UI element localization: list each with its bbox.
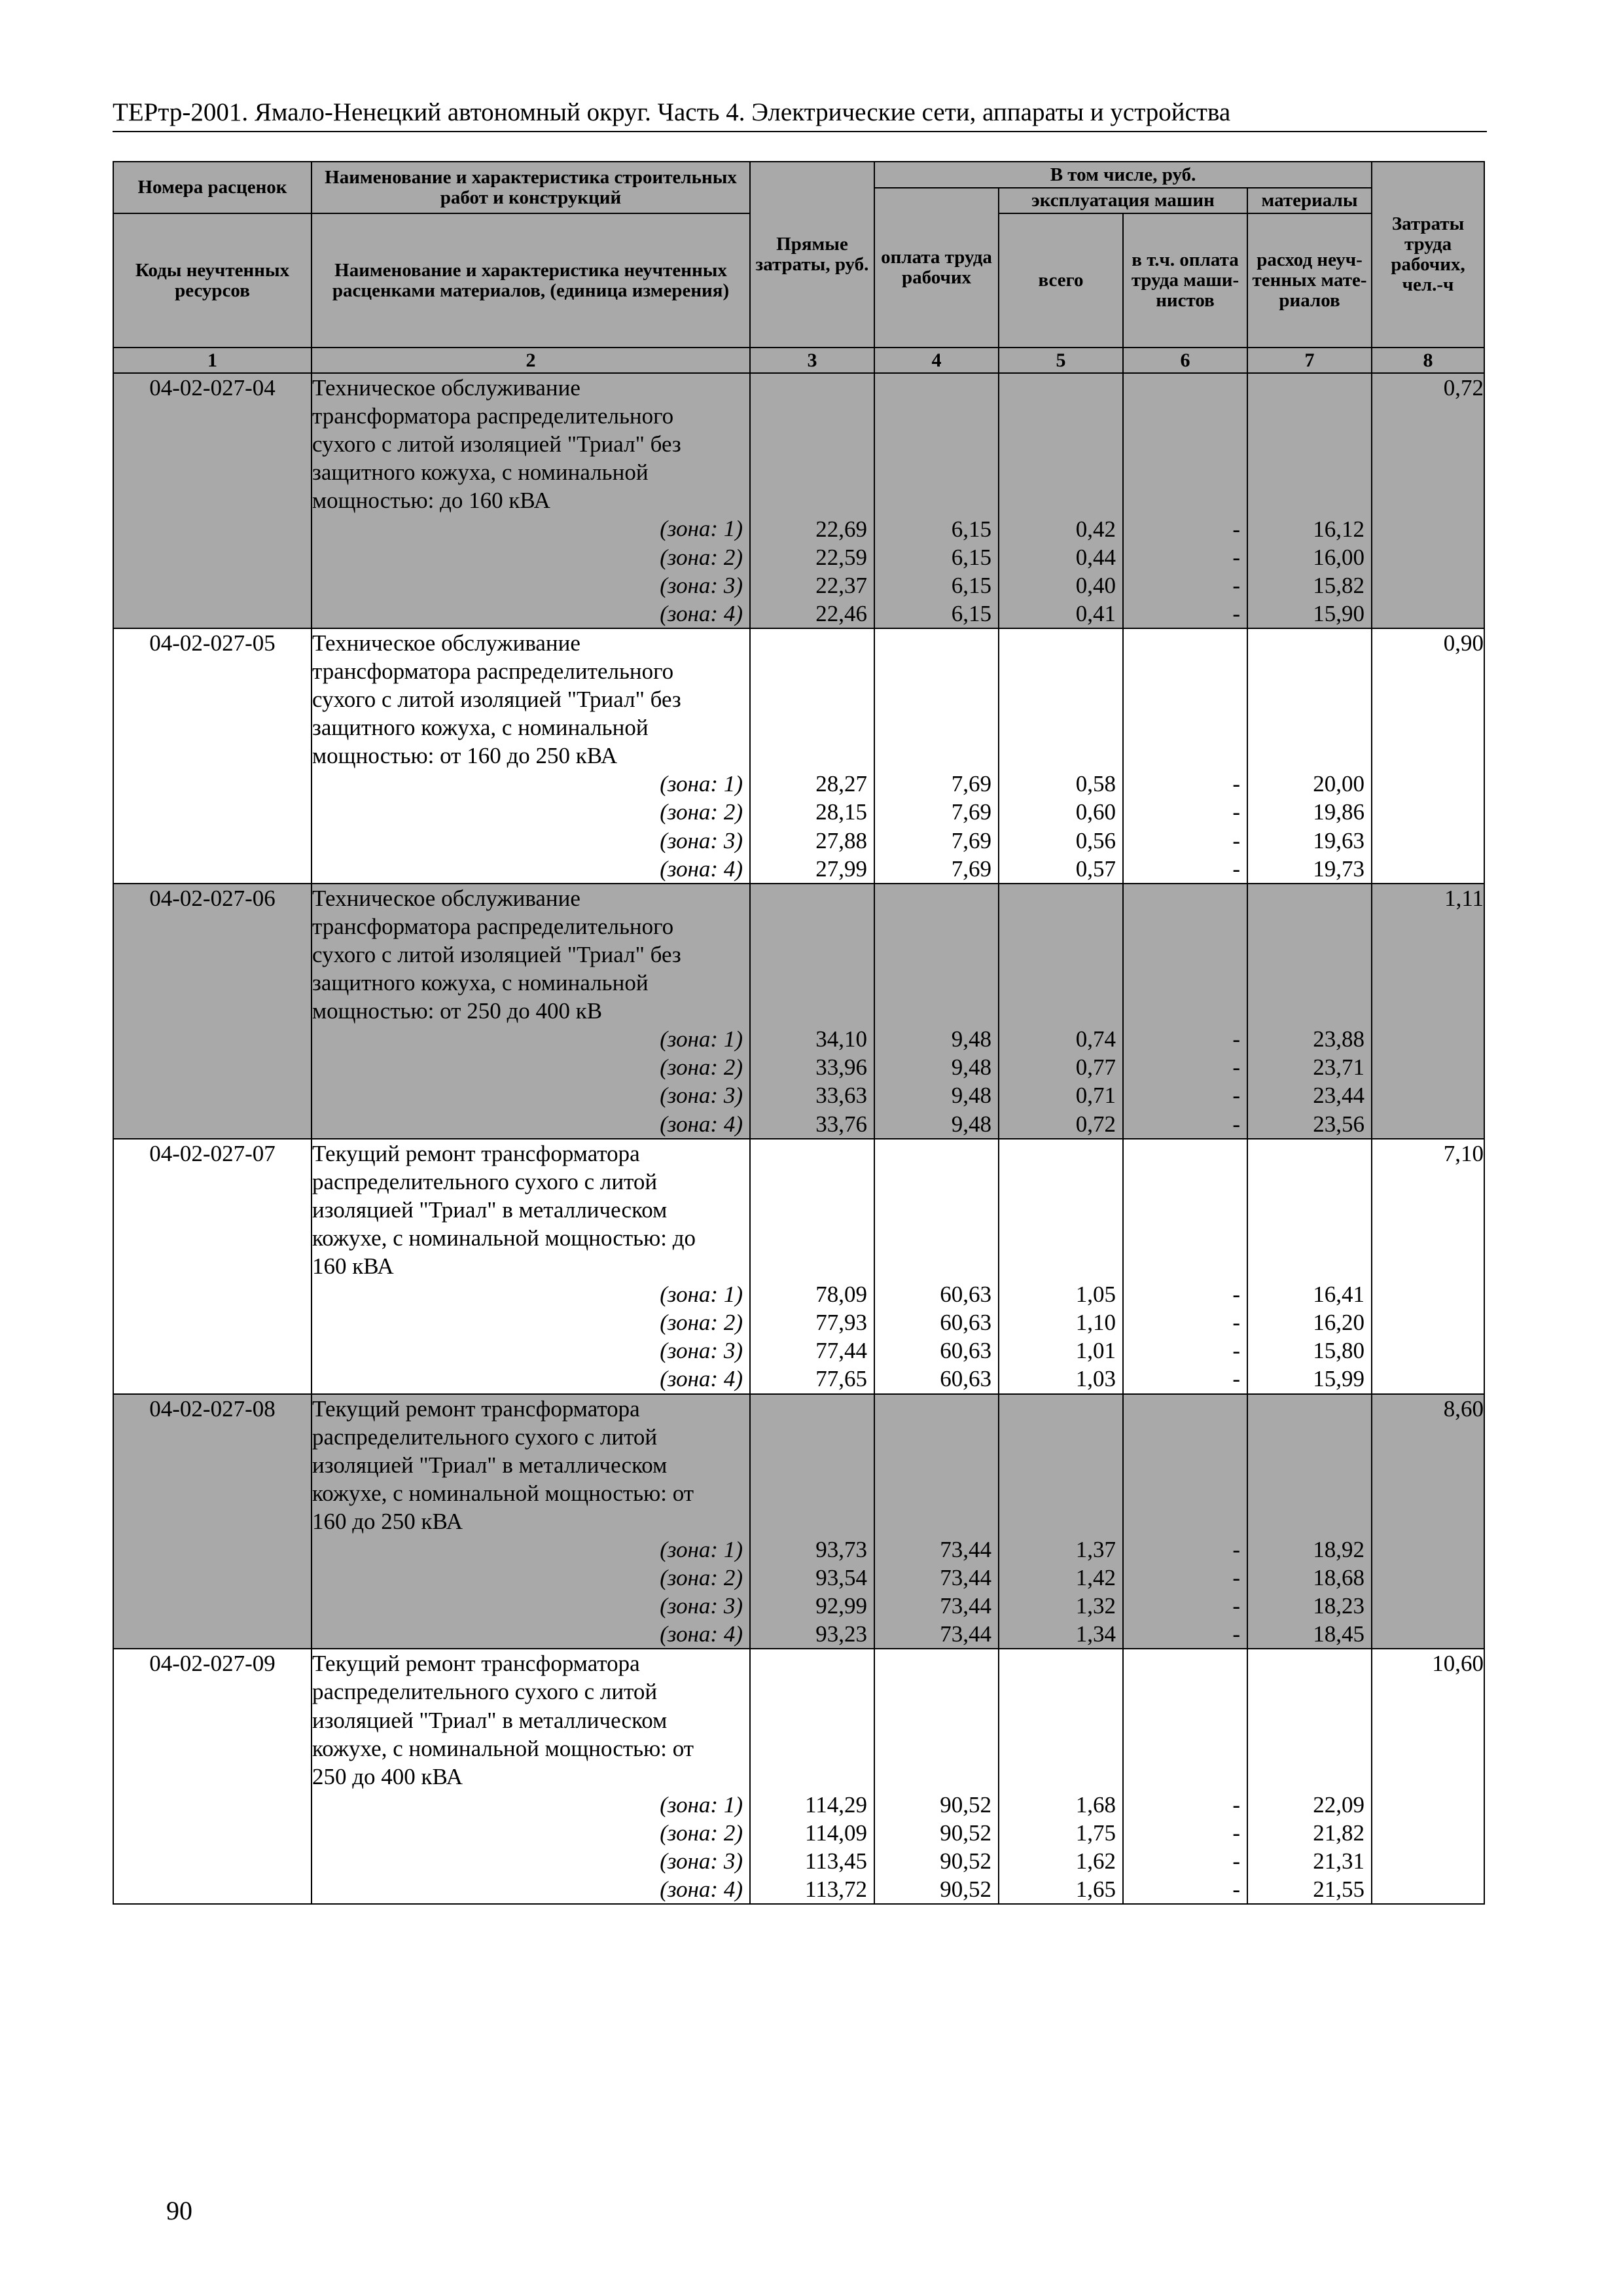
head-resource-codes: Коды неучтенных ресурсов [113, 213, 312, 348]
head-worker-pay: оплата труда рабочих [874, 188, 999, 348]
machinist-pay-cell [1123, 373, 1247, 628]
machine-cost-value: 1,75 [1075, 1820, 1116, 1846]
table-row [113, 373, 1484, 628]
materials-cost-value: 18,45 [1313, 1621, 1365, 1647]
blank-space [751, 374, 874, 515]
machinist-pay-cell [1123, 1649, 1247, 1904]
machine-cost-value: 1,37 [1075, 1537, 1116, 1562]
blank-space [875, 374, 998, 515]
materials-cost-value: 18,68 [1313, 1565, 1365, 1591]
blank-space [875, 1395, 998, 1536]
zone-label: (зона: 4) [660, 855, 743, 882]
machine-cost-value: 0,71 [1075, 1083, 1116, 1109]
description-line: кожухе, с номинальной мощностью: от [312, 1735, 694, 1761]
direct-cost-value: 93,73 [815, 1537, 867, 1562]
materials-cost-cell [1247, 884, 1372, 1139]
machinist-pay-cell [1123, 884, 1247, 1139]
machinist-pay-value: - [1232, 572, 1240, 598]
direct-cost-value: 22,37 [815, 572, 867, 598]
worker-pay-value: 73,44 [940, 1593, 991, 1619]
worker-pay-value: 90,52 [940, 1848, 991, 1874]
worker-pay-value: 90,52 [940, 1876, 991, 1903]
machinist-pay-value: - [1232, 1026, 1240, 1052]
description-line: Техническое обслуживание [312, 885, 580, 911]
blank-space [1248, 374, 1371, 515]
machine-cost-value: 1,34 [1075, 1621, 1116, 1647]
direct-cost-cell [750, 628, 874, 884]
direct-cost-value: 22,69 [815, 516, 867, 542]
page-number: 90 [166, 2196, 192, 2225]
materials-cost-value: 23,88 [1313, 1026, 1365, 1052]
worker-pay-value: 60,63 [940, 1338, 991, 1364]
materials-cost-value: 21,82 [1313, 1820, 1365, 1846]
description-line: трансформатора распределительного [312, 913, 674, 939]
rate-code: 04-02-027-09 [113, 1649, 312, 1904]
zone-label: (зона: 2) [660, 1054, 743, 1081]
materials-cost-value: 22,09 [1313, 1791, 1365, 1818]
materials-cost-cell [1247, 373, 1372, 628]
direct-cost-cell [750, 1649, 874, 1904]
machinist-pay-value: - [1232, 1621, 1240, 1647]
rate-code: 04-02-027-05 [113, 628, 312, 884]
page-header: ТЕРтр-2001. Ямало-Ненецкий автономный округ. Часть 4. Электрические сети, аппараты и устройства [113, 94, 1487, 132]
worker-pay-value: 73,44 [940, 1565, 991, 1591]
machine-cost-value: 1,42 [1075, 1565, 1116, 1591]
rate-code: 04-02-027-08 [113, 1394, 312, 1649]
machinist-pay-value: - [1232, 516, 1240, 542]
blank-space [1124, 884, 1247, 1026]
machinist-pay-value: - [1232, 1310, 1240, 1336]
zone-label: (зона: 4) [660, 600, 743, 626]
labor-cost: 0,72 [1372, 373, 1484, 628]
description-line: Текущий ремонт трансформатора [312, 1395, 640, 1422]
materials-cost-value: 21,31 [1313, 1848, 1365, 1874]
materials-cost-value: 15,80 [1313, 1338, 1365, 1364]
blank-space [875, 1649, 998, 1791]
table-head [113, 162, 1484, 373]
machinist-pay-cell [1123, 1394, 1247, 1649]
blank-space [875, 884, 998, 1026]
head-labor-costs: Затраты труда рабочих, чел.-ч [1372, 162, 1484, 348]
materials-cost-value: 16,20 [1313, 1310, 1365, 1336]
machine-cost-value: 1,68 [1075, 1791, 1116, 1818]
blank-space [751, 1395, 874, 1536]
head-work-name: Наименование и характеристика строительных работ и конструкций [312, 162, 750, 213]
table-row [113, 628, 1484, 884]
direct-cost-value: 28,15 [815, 799, 867, 825]
zone-label: (зона: 4) [660, 1111, 743, 1137]
worker-pay-cell [874, 884, 999, 1139]
description-line: распределительного сухого с литой [312, 1168, 658, 1194]
direct-cost-value: 33,63 [815, 1083, 867, 1109]
materials-cost-value: 16,41 [1313, 1282, 1365, 1308]
machine-cost-value: 0,42 [1075, 516, 1116, 542]
zone-label: (зона: 1) [660, 1536, 743, 1562]
machine-cost-value: 0,40 [1075, 572, 1116, 598]
zone-label: (зона: 3) [660, 1083, 743, 1109]
direct-cost-cell [750, 373, 874, 628]
table-body [113, 373, 1484, 1904]
worker-pay-value: 9,48 [951, 1111, 991, 1137]
machine-cost-value: 0,72 [1075, 1111, 1116, 1137]
materials-cost-value: 18,23 [1313, 1593, 1365, 1619]
blank-space [999, 1649, 1122, 1791]
description-line: сухого с литой изоляцией "Триал" без [312, 431, 681, 457]
blank-space [999, 629, 1122, 770]
description-line: 160 кВА [312, 1253, 394, 1279]
direct-cost-value: 77,93 [815, 1310, 867, 1336]
machinist-pay-value: - [1232, 1282, 1240, 1308]
machine-cost-cell [999, 1139, 1123, 1394]
worker-pay-cell [874, 1394, 999, 1649]
worker-pay-value: 9,48 [951, 1083, 991, 1109]
direct-cost-value: 113,45 [805, 1848, 867, 1874]
worker-pay-value: 90,52 [940, 1791, 991, 1818]
machine-cost-value: 1,32 [1075, 1593, 1116, 1619]
machine-cost-value: 1,10 [1075, 1310, 1116, 1336]
direct-cost-value: 93,54 [815, 1565, 867, 1591]
machine-cost-value: 1,62 [1075, 1848, 1116, 1874]
zone-label: (зона: 2) [660, 1310, 743, 1336]
machinist-pay-value: - [1232, 1338, 1240, 1364]
materials-cost-value: 15,90 [1313, 600, 1365, 626]
blank-space [1248, 1395, 1371, 1536]
machine-cost-value: 1,01 [1075, 1338, 1116, 1364]
machine-cost-value: 0,41 [1075, 600, 1116, 626]
materials-cost-value: 16,12 [1313, 516, 1365, 542]
description-line: трансформатора распределительного [312, 403, 674, 429]
table-row [113, 1139, 1484, 1394]
description-line: изоляцией "Триал" в металлическом [312, 1452, 668, 1478]
worker-pay-value: 7,69 [951, 771, 991, 797]
direct-cost-value: 22,46 [815, 600, 867, 626]
worker-pay-cell [874, 628, 999, 884]
blank-space [751, 1649, 874, 1791]
blank-space [751, 1139, 874, 1281]
machinist-pay-value: - [1232, 1366, 1240, 1392]
direct-cost-value: 113,72 [805, 1876, 867, 1903]
description-line: распределительного сухого с литой [312, 1679, 658, 1705]
labor-cost: 1,11 [1372, 884, 1484, 1139]
zone-label: (зона: 2) [660, 799, 743, 825]
blank-space [1124, 1139, 1247, 1281]
machine-cost-cell [999, 628, 1123, 884]
worker-pay-value: 60,63 [940, 1366, 991, 1392]
col-number: 4 [874, 348, 999, 373]
description-line: кожухе, с номинальной мощностью: до [312, 1225, 696, 1251]
materials-cost-value: 23,71 [1313, 1054, 1365, 1081]
machine-cost-value: 0,58 [1075, 771, 1116, 797]
blank-space [1124, 629, 1247, 770]
materials-cost-cell [1247, 1394, 1372, 1649]
col-number: 2 [312, 348, 750, 373]
col-number: 6 [1123, 348, 1247, 373]
blank-space [999, 1395, 1122, 1536]
rate-code: 04-02-027-06 [113, 884, 312, 1139]
zone-label: (зона: 1) [660, 516, 743, 542]
machinist-pay-value: - [1232, 771, 1240, 797]
direct-cost-value: 33,96 [815, 1054, 867, 1081]
machinist-pay-value: - [1232, 1083, 1240, 1109]
direct-cost-value: 114,29 [805, 1791, 867, 1818]
description-line: изоляцией "Триал" в металлическом [312, 1196, 668, 1223]
materials-cost-value: 19,86 [1313, 799, 1365, 825]
work-description [312, 628, 750, 884]
description-line: изоляцией "Триал" в металлическом [312, 1707, 668, 1733]
worker-pay-value: 7,69 [951, 827, 991, 853]
worker-pay-value: 73,44 [940, 1537, 991, 1562]
work-description [312, 373, 750, 628]
machinist-pay-value: - [1232, 1054, 1240, 1081]
machinist-pay-value: - [1232, 544, 1240, 570]
head-incl-machinist-pay: в т.ч. оплата труда маши-нистов [1123, 213, 1247, 348]
machinist-pay-value: - [1232, 1111, 1240, 1137]
worker-pay-value: 6,15 [951, 572, 991, 598]
machinist-pay-value: - [1232, 855, 1240, 882]
materials-cost-value: 15,82 [1313, 572, 1365, 598]
description-line: 160 до 250 кВА [312, 1508, 463, 1534]
materials-cost-cell [1247, 628, 1372, 884]
zone-label: (зона: 4) [660, 1876, 743, 1903]
materials-cost-value: 19,73 [1313, 855, 1365, 882]
head-direct-costs: Прямые затраты, руб. [750, 162, 874, 348]
direct-cost-value: 78,09 [815, 1282, 867, 1308]
zone-label: (зона: 1) [660, 1791, 743, 1818]
description-line: мощностью: от 160 до 250 кВА [312, 743, 618, 769]
work-description [312, 1139, 750, 1394]
description-line: защитного кожуха, с номинальной [312, 970, 649, 996]
description-line: сухого с литой изоляцией "Триал" без [312, 941, 681, 967]
blank-space [1248, 1649, 1371, 1791]
machine-cost-value: 0,60 [1075, 799, 1116, 825]
blank-space [1248, 1139, 1371, 1281]
zone-label: (зона: 1) [660, 1282, 743, 1308]
head-total: всего [999, 213, 1123, 348]
machine-cost-value: 0,74 [1075, 1026, 1116, 1052]
machinist-pay-value: - [1232, 799, 1240, 825]
blank-space [751, 884, 874, 1026]
col-number: 7 [1247, 348, 1372, 373]
rate-code: 04-02-027-04 [113, 373, 312, 628]
blank-space [999, 884, 1122, 1026]
machinist-pay-cell [1123, 628, 1247, 884]
materials-cost-value: 19,63 [1313, 827, 1365, 853]
labor-cost: 0,90 [1372, 628, 1484, 884]
worker-pay-value: 90,52 [940, 1820, 991, 1846]
zone-label: (зона: 1) [660, 771, 743, 797]
table-row [113, 1394, 1484, 1649]
machine-cost-value: 0,77 [1075, 1054, 1116, 1081]
worker-pay-value: 60,63 [940, 1282, 991, 1308]
machinist-pay-value: - [1232, 1565, 1240, 1591]
description-line: распределительного сухого с литой [312, 1424, 658, 1450]
direct-cost-value: 77,44 [815, 1338, 867, 1364]
materials-cost-value: 18,92 [1313, 1537, 1365, 1562]
zone-label: (зона: 3) [660, 572, 743, 598]
worker-pay-value: 6,15 [951, 600, 991, 626]
direct-cost-cell [750, 1139, 874, 1394]
direct-cost-cell [750, 1394, 874, 1649]
labor-cost: 10,60 [1372, 1649, 1484, 1904]
materials-cost-value: 15,99 [1313, 1366, 1365, 1392]
blank-space [999, 1139, 1122, 1281]
materials-cost-value: 16,00 [1313, 544, 1365, 570]
rate-code: 04-02-027-07 [113, 1139, 312, 1394]
labor-cost: 8,60 [1372, 1394, 1484, 1649]
table-row [113, 884, 1484, 1139]
direct-cost-value: 27,99 [815, 855, 867, 882]
worker-pay-value: 9,48 [951, 1054, 991, 1081]
description-line: кожухе, с номинальной мощностью: от [312, 1480, 694, 1506]
zone-label: (зона: 3) [660, 827, 743, 853]
machine-cost-value: 1,65 [1075, 1876, 1116, 1903]
zone-label: (зона: 3) [660, 1338, 743, 1364]
zone-label: (зона: 4) [660, 1621, 743, 1647]
head-unaccounted-materials: расход неуч-тенных мате-риалов [1247, 213, 1372, 348]
description-line: мощностью: до 160 кВА [312, 488, 550, 514]
col-number: 1 [113, 348, 312, 373]
materials-cost-value: 20,00 [1313, 771, 1365, 797]
direct-cost-value: 93,23 [815, 1621, 867, 1647]
rates-table [113, 161, 1485, 1905]
direct-cost-value: 22,59 [815, 544, 867, 570]
blank-space [751, 629, 874, 770]
machine-cost-value: 0,56 [1075, 827, 1116, 853]
zone-label: (зона: 2) [660, 1565, 743, 1591]
blank-space [875, 629, 998, 770]
machine-cost-cell [999, 884, 1123, 1139]
worker-pay-value: 6,15 [951, 516, 991, 542]
worker-pay-value: 7,69 [951, 855, 991, 882]
description-line: 250 до 400 кВА [312, 1763, 463, 1789]
materials-cost-cell [1247, 1649, 1372, 1904]
blank-space [875, 1139, 998, 1281]
direct-cost-value: 34,10 [815, 1026, 867, 1052]
head-machine-operation: эксплуатация машин [999, 188, 1247, 213]
direct-cost-cell [750, 884, 874, 1139]
worker-pay-value: 60,63 [940, 1310, 991, 1336]
machinist-pay-value: - [1232, 1537, 1240, 1562]
description-line: Техническое обслуживание [312, 630, 580, 656]
blank-space [1124, 1649, 1247, 1791]
materials-cost-value: 23,56 [1313, 1111, 1365, 1137]
description-line: мощностью: от 250 до 400 кВ [312, 998, 603, 1024]
machinist-pay-value: - [1232, 1848, 1240, 1874]
zone-label: (зона: 3) [660, 1848, 743, 1874]
head-rate-numbers: Номера расценок [113, 162, 312, 213]
head-materials: материалы [1247, 188, 1372, 213]
worker-pay-cell [874, 1139, 999, 1394]
description-line: сухого с литой изоляцией "Триал" без [312, 687, 681, 713]
worker-pay-value: 7,69 [951, 799, 991, 825]
zone-label: (зона: 2) [660, 544, 743, 570]
work-description [312, 1394, 750, 1649]
zone-label: (зона: 4) [660, 1366, 743, 1392]
worker-pay-value: 9,48 [951, 1026, 991, 1052]
col-number: 5 [999, 348, 1123, 373]
labor-cost: 7,10 [1372, 1139, 1484, 1394]
description-line: защитного кожуха, с номинальной [312, 715, 649, 741]
zone-label: (зона: 2) [660, 1820, 743, 1846]
machine-cost-value: 1,05 [1075, 1282, 1116, 1308]
machine-cost-cell [999, 1394, 1123, 1649]
col-number: 3 [750, 348, 874, 373]
zone-label: (зона: 3) [660, 1593, 743, 1619]
blank-space [1124, 374, 1247, 515]
description-line: Текущий ремонт трансформатора [312, 1140, 640, 1166]
blank-space [1124, 1395, 1247, 1536]
head-including: В том числе, руб. [874, 162, 1372, 188]
blank-space [999, 374, 1122, 515]
description-line: трансформатора распределительного [312, 658, 674, 684]
machinist-pay-value: - [1232, 1791, 1240, 1818]
materials-cost-cell [1247, 1139, 1372, 1394]
worker-pay-value: 73,44 [940, 1621, 991, 1647]
table-row [113, 1649, 1484, 1904]
zone-label: (зона: 1) [660, 1026, 743, 1052]
machine-cost-value: 0,57 [1075, 855, 1116, 882]
direct-cost-value: 114,09 [805, 1820, 867, 1846]
machinist-pay-cell [1123, 1139, 1247, 1394]
blank-space [1248, 629, 1371, 770]
machine-cost-value: 1,03 [1075, 1366, 1116, 1392]
machinist-pay-value: - [1232, 600, 1240, 626]
work-description [312, 884, 750, 1139]
work-description [312, 1649, 750, 1904]
direct-cost-value: 92,99 [815, 1593, 867, 1619]
description-line: Текущий ремонт трансформатора [312, 1651, 640, 1677]
machine-cost-cell [999, 1649, 1123, 1904]
col-number: 8 [1372, 348, 1484, 373]
description-line: защитного кожуха, с номинальной [312, 459, 649, 486]
machinist-pay-value: - [1232, 827, 1240, 853]
machinist-pay-value: - [1232, 1820, 1240, 1846]
direct-cost-value: 33,76 [815, 1111, 867, 1137]
materials-cost-value: 23,44 [1313, 1083, 1365, 1109]
worker-pay-cell [874, 373, 999, 628]
direct-cost-value: 28,27 [815, 771, 867, 797]
materials-cost-value: 21,55 [1313, 1876, 1365, 1903]
machine-cost-cell [999, 373, 1123, 628]
description-line: Техническое обслуживание [312, 375, 580, 401]
worker-pay-cell [874, 1649, 999, 1904]
head-material-name: Наименование и характеристика неучтенных расценками материалов, (единица измерения) [312, 213, 750, 348]
direct-cost-value: 77,65 [815, 1366, 867, 1392]
worker-pay-value: 6,15 [951, 544, 991, 570]
machinist-pay-value: - [1232, 1593, 1240, 1619]
machinist-pay-value: - [1232, 1876, 1240, 1903]
blank-space [1248, 884, 1371, 1026]
direct-cost-value: 27,88 [815, 827, 867, 853]
machine-cost-value: 0,44 [1075, 544, 1116, 570]
